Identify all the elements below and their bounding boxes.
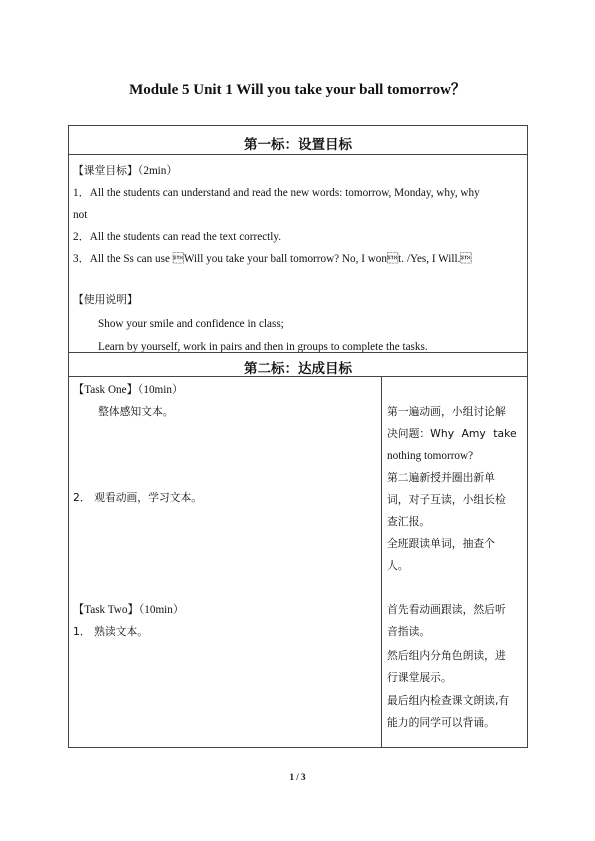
task2-note-4: 行课堂展示。 (387, 671, 452, 684)
task1-note-8: 人。 (387, 559, 409, 572)
goal-line-1b: not (73, 209, 88, 221)
task1-item-1: 整体感知文本。 (98, 405, 174, 418)
task1-note-2: 决问题：Why Amy take (387, 427, 517, 440)
task2-label: 【Task Two】 (73, 604, 139, 616)
task1-note-4: 第二遍新授并圈出新单 (387, 471, 495, 484)
column-divider (381, 376, 382, 747)
task2-note-6: 能力的同学可以背诵。 (387, 716, 495, 729)
task2-item-1: 1． 熟读文本。 (73, 625, 149, 638)
task2-note-5: 最后组内检查课文朗读,有 (387, 694, 510, 707)
goal-time: （2min） (137, 165, 178, 177)
task2-note-1: 首先看动画跟读，然后听 (387, 603, 506, 616)
page-number: 1 / 3 (289, 772, 306, 782)
task2-label-line (73, 603, 184, 617)
task1-item-2: 2． 观看动画，学习文本。 (73, 491, 203, 504)
task2-note-2: 音指读。 (387, 625, 431, 638)
divider (69, 376, 527, 377)
goal-label-line (73, 164, 178, 178)
goal-line-1: 1．All the students can understand and read the new words: tomorrow, Monday, why, why (73, 187, 480, 199)
goal-label: 【课堂目标】 (73, 164, 138, 177)
task1-note-6: 查汇报。 (387, 515, 431, 528)
section2-heading: 第二标：达成目标 (244, 361, 352, 377)
task1-label: 【Task One】 (73, 384, 138, 396)
task1-label-line (73, 383, 183, 397)
goal-line-3: 3．All the Ss can use Will you take your ball tomorrow? No, I wont. /Yes, I Will. (73, 253, 472, 265)
lesson-plan-table (68, 125, 528, 748)
goal-line-2: 2．All the students can read the text correctly. (73, 231, 282, 243)
task2-time: （10min） (138, 604, 185, 616)
document-title: Module 5 Unit 1 Will you take your ball tomorrow？ (129, 82, 466, 98)
usage-line-2: Learn by yourself, work in pairs and then in groups to complete the tasks. (98, 341, 428, 353)
task2-note-3: 然后组内分角色朗读，进 (387, 649, 506, 662)
divider (69, 352, 527, 353)
task1-time: （10min） (137, 384, 184, 396)
task1-note-3: nothing tomorrow? (387, 450, 474, 462)
usage-line-1: Show your smile and confidence in class; (98, 318, 284, 330)
task1-note-1: 第一遍动画，小组讨论解 (387, 405, 506, 418)
divider (69, 154, 527, 155)
task1-note-5: 词，对子互读，小组长检 (387, 493, 506, 506)
usage-label: 【使用说明】 (73, 293, 138, 306)
section1-heading: 第一标：设置目标 (244, 137, 352, 153)
task1-note-7: 全班跟读单词，抽查个 (387, 537, 495, 550)
